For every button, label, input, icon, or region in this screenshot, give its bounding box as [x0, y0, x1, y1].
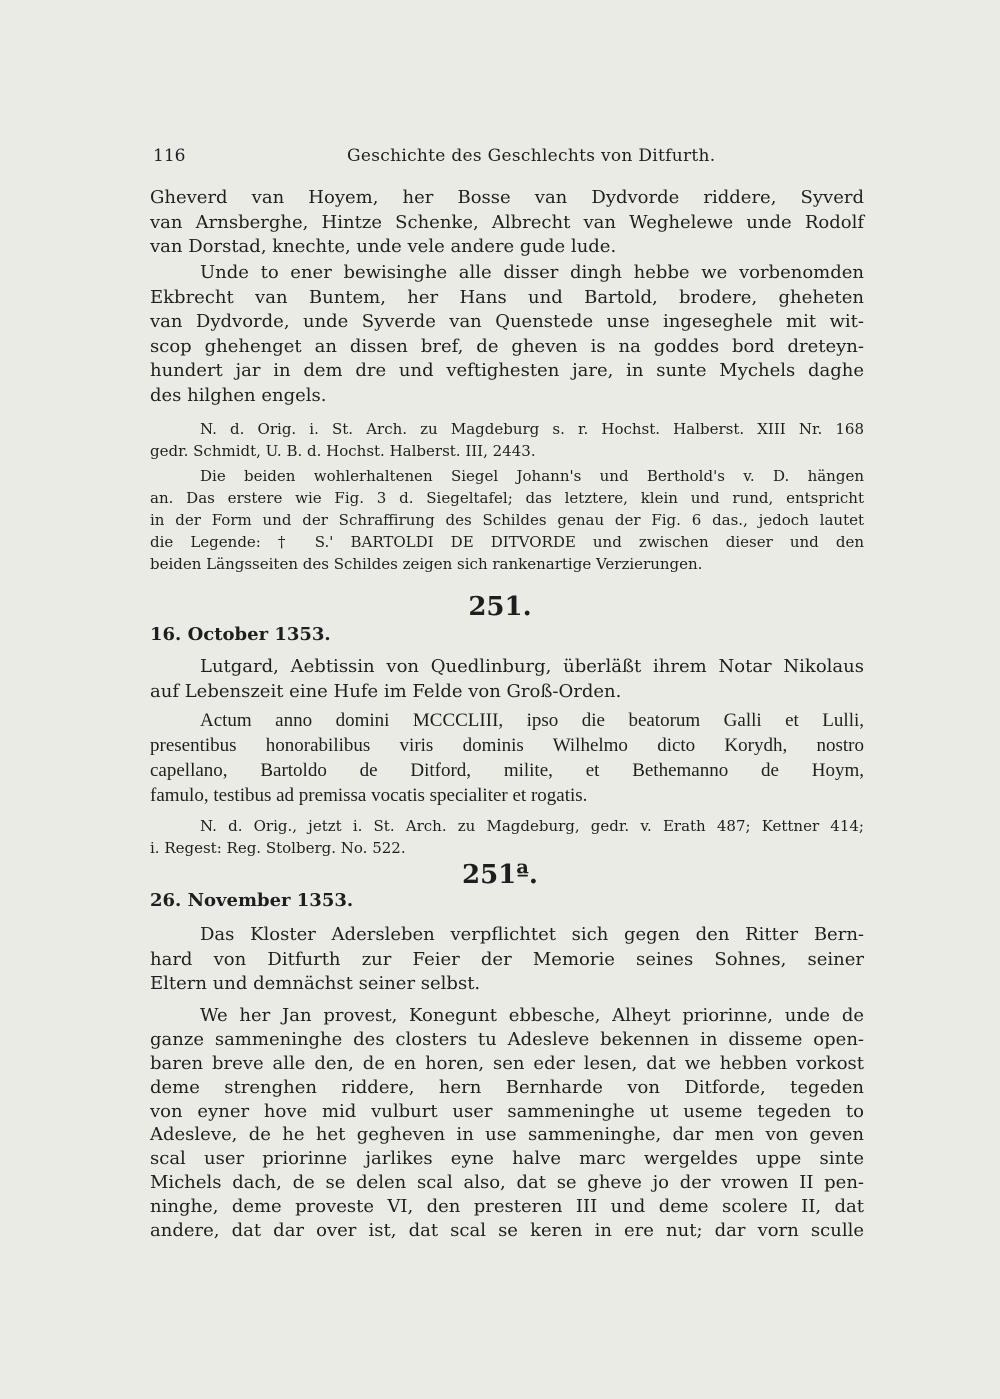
note-line: gedr. Schmidt, U. B. d. Hochst. Halberst. III, 2443. [150, 442, 536, 460]
text-line: des hilghen engels. [150, 384, 327, 406]
closing-paragraph [150, 261, 864, 408]
text-line: van Dydvorde, unde Syverde van Quenstede unse ingeseghele mit wit- [150, 311, 864, 332]
text-line: Gheverd van Hoyem, her Bosse van Dydvorde riddere, Syverd [150, 187, 864, 208]
document-date: 26. November 1353. [150, 890, 354, 911]
latin-line: Actum anno domini MCCCLIII, ipso die beatorum Galli et Lulli, [200, 710, 864, 731]
latin-text [150, 708, 864, 808]
text-line: Unde to ener bewisinghe alle disser dingh hebbe we vorbenomden [200, 262, 864, 283]
note-line: N. d. Orig., jetzt i. St. Arch. zu Magdeburg, gedr. v. Erath 487; Kettner 414; [200, 817, 864, 835]
source-note [150, 418, 864, 462]
note-line: die Legende: † S.' BARTOLDI DE DITVORDE und zwischen dieser und den [150, 533, 864, 551]
document-number: 251ª. [462, 860, 538, 890]
note-line: N. d. Orig. i. St. Arch. zu Magdeburg s. r. Hochst. Halberst. XIII Nr. 168 [200, 420, 864, 438]
summary-line: hard von Ditfurth zur Feier der Memorie seines Sohnes, seiner [150, 948, 864, 970]
page-header [153, 146, 863, 170]
text-line: Ekbrecht van Buntem, her Hans und Bartold, brodere, gheheten [150, 286, 864, 308]
page-number: 116 [153, 146, 186, 166]
body-line: andere, dat dar over ist, dat scal se keren in ere nut; dar vorn sculle [150, 1220, 864, 1242]
body-line: We her Jan provest, Konegunt ebbesche, Alheyt priorinne, unde de [200, 1005, 864, 1026]
document-number: 251. [468, 592, 532, 622]
text-line: scop ghehenget an dissen bref, de gheven is na goddes bord dreteyn- [150, 335, 864, 357]
body-line: scal user priorinne jarlikes eyne halve marc wergeldes uppe sinte [150, 1148, 864, 1170]
latin-line: presentibus honorabilibus viris dominis Wilhelmo dicto Korydh, nostro [150, 735, 864, 756]
body-line: deme strenghen riddere, hern Bernharde von Ditforde, tegeden [150, 1076, 864, 1098]
text-line: hundert jar in dem dre und veftighesten jare, in sunte Mychels daghe [150, 360, 864, 381]
note-line: in der Form und der Schraffirung des Schildes genau der Fig. 6 das., jedoch lautet [150, 511, 864, 529]
summary-line: Lutgard, Aebtissin von Quedlinburg, überläßt ihrem Notar Nikolaus [200, 656, 864, 677]
witness-paragraph [150, 186, 864, 260]
summary-line: Das Kloster Adersleben verpflichtet sich gegen den Ritter Bern- [200, 924, 864, 945]
document-summary [150, 923, 864, 997]
text-line: van Arnsberghe, Hintze Schenke, Albrecht van Weghelewe unde Rodolf [150, 211, 864, 233]
latin-line: capellano, Bartoldo de Ditford, milite, et Bethemanno de Hoym, [150, 760, 864, 781]
source-note [150, 815, 864, 859]
note-line: i. Regest: Reg. Stolberg. No. 522. [150, 839, 406, 857]
summary-line: Eltern und demnächst seiner selbst. [150, 973, 481, 994]
text-line: van Dorstad, knechte, unde vele andere gude lude. [150, 236, 617, 257]
note-line: Die beiden wohlerhaltenen Siegel Johann's und Berthold's v. D. hängen [200, 467, 864, 485]
body-line: ganze sammeninghe des closters tu Adesleve bekennen in disseme open- [150, 1028, 864, 1050]
summary-line: auf Lebenszeit eine Hufe im Felde von Groß-Orden. [150, 680, 622, 702]
document-body [150, 1004, 864, 1243]
seal-description [150, 465, 864, 575]
body-line: Adesleve, de he het gegheven in use sammeninghe, dar men von geven [150, 1124, 864, 1146]
running-title: Geschichte des Geschlechts von Ditfurth. [347, 146, 716, 166]
document-summary [150, 655, 864, 704]
body-line: von eyner hove mid vulburt user sammeninghe ut useme tegeden to [150, 1100, 864, 1122]
note-line: beiden Längsseiten des Schildes zeigen sich rankenartige Verzierungen. [150, 555, 703, 573]
body-line: Michels dach, de se delen scal also, dat se gheve jo der vrowen II pen- [150, 1172, 864, 1194]
latin-line: famulo, testibus ad premissa vocatis specialiter et rogatis. [150, 785, 588, 806]
body-line: baren breve alle den, de en horen, sen eder lesen, dat we hebben vorkost [150, 1052, 864, 1074]
document-date: 16. October 1353. [150, 624, 331, 645]
note-line: an. Das erstere wie Fig. 3 d. Siegeltafel; das letztere, klein und rund, entspricht [150, 489, 864, 507]
body-line: ninghe, deme proveste VI, den presteren III und deme scolere II, dat [150, 1196, 864, 1218]
